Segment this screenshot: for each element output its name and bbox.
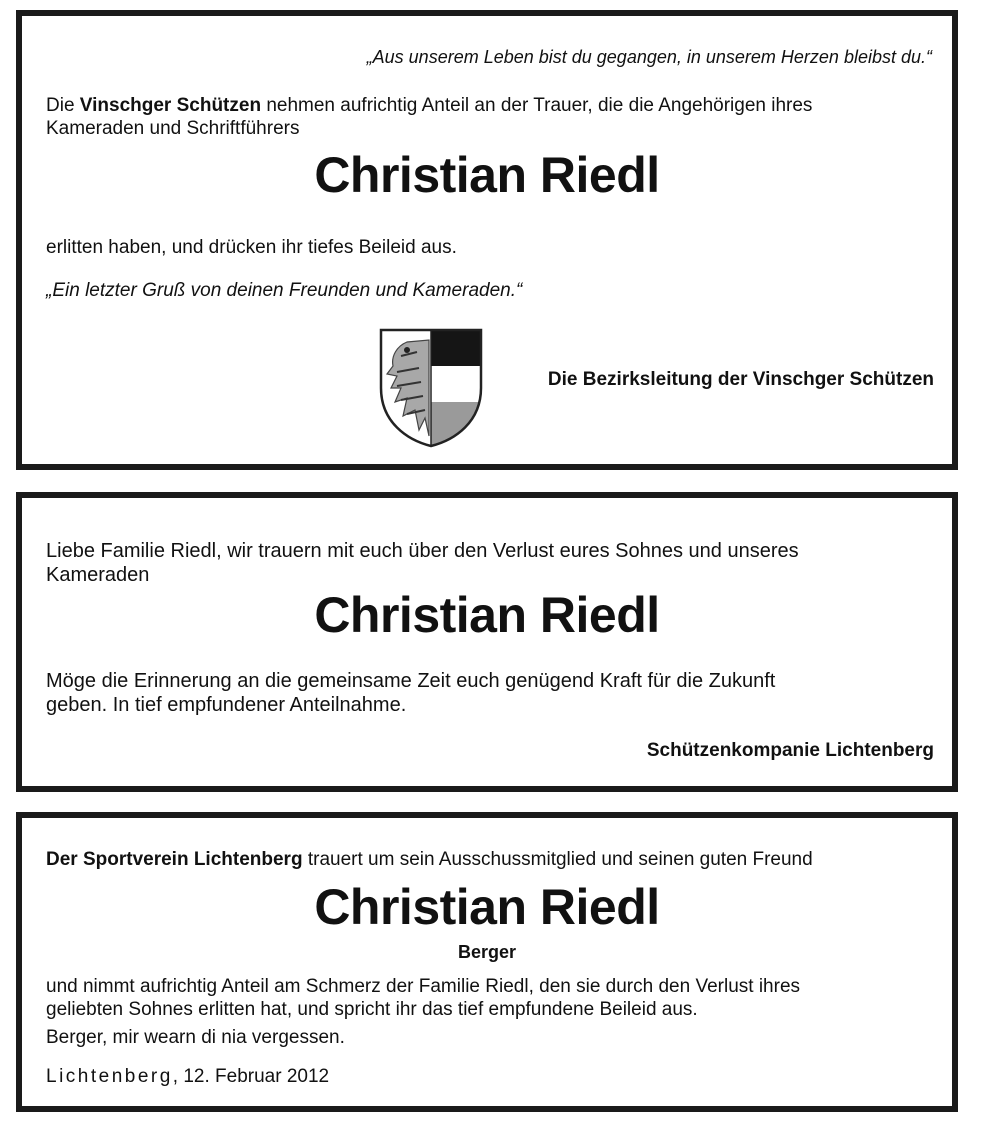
intro-line-1: Die Vinschger Schützen nehmen aufrichtig Anteil an der Trauer, die die Angehörigen ihres	[46, 95, 813, 116]
deceased-name: Christian Riedl	[314, 587, 660, 643]
message-line-1: Möge die Erinnerung an die gemeinsame Zeit euch genügend Kraft für die Zukunft	[46, 670, 776, 692]
farewell-quote: „Ein letzter Gruß von deinen Freunden und Kameraden.“	[46, 280, 523, 301]
signature: Die Bezirksleitung der Vinschger Schützen	[547, 369, 934, 390]
motto-quote: „Aus unserem Leben bist du gegangen, in unserem Herzen bleibst du.“	[366, 47, 932, 67]
signature: Schützenkompanie Lichtenberg	[646, 740, 934, 761]
org-name: Der Sportverein Lichtenberg	[46, 849, 303, 870]
intro-line-2: Kameraden und Schriftführers	[46, 118, 300, 139]
body-line-2: geliebten Sohnes erlitten hat, und spricht ihr das tief empfundene Beileid aus.	[46, 999, 698, 1020]
obituary-notice-vinschger-schuetzen	[16, 10, 958, 470]
place: Lichtenberg	[46, 1066, 173, 1087]
dialect-farewell: Berger, mir wearn di nia vergessen.	[46, 1027, 345, 1048]
org-name: Vinschger Schützen	[79, 95, 262, 116]
nickname: Berger	[457, 942, 517, 962]
intro-line: Der Sportverein Lichtenberg trauert um sein Ausschussmitglied und seinen guten Freund	[46, 849, 813, 870]
obituary-notice-sportverein	[16, 812, 958, 1112]
intro-line-2: Kameraden	[46, 564, 150, 586]
message-line-2: geben. In tief empfundener Anteilnahme.	[46, 694, 407, 716]
place-date	[46, 1065, 329, 1088]
condolence-text: erlitten haben, und drücken ihr tiefes Beileid aus.	[46, 237, 457, 258]
deceased-name: Christian Riedl	[314, 147, 660, 203]
date: , 12. Februar 2012	[172, 1066, 330, 1087]
coat-of-arms-icon	[377, 326, 485, 448]
deceased-name: Christian Riedl	[314, 879, 660, 935]
body-line-1: und nimmt aufrichtig Anteil am Schmerz der Familie Riedl, den sie durch den Verlust ihres	[46, 976, 801, 997]
obituary-notice-schuetzenkompanie	[16, 492, 958, 792]
intro-line-1: Liebe Familie Riedl, wir trauern mit euch über den Verlust eures Sohnes und unseres	[46, 540, 799, 562]
